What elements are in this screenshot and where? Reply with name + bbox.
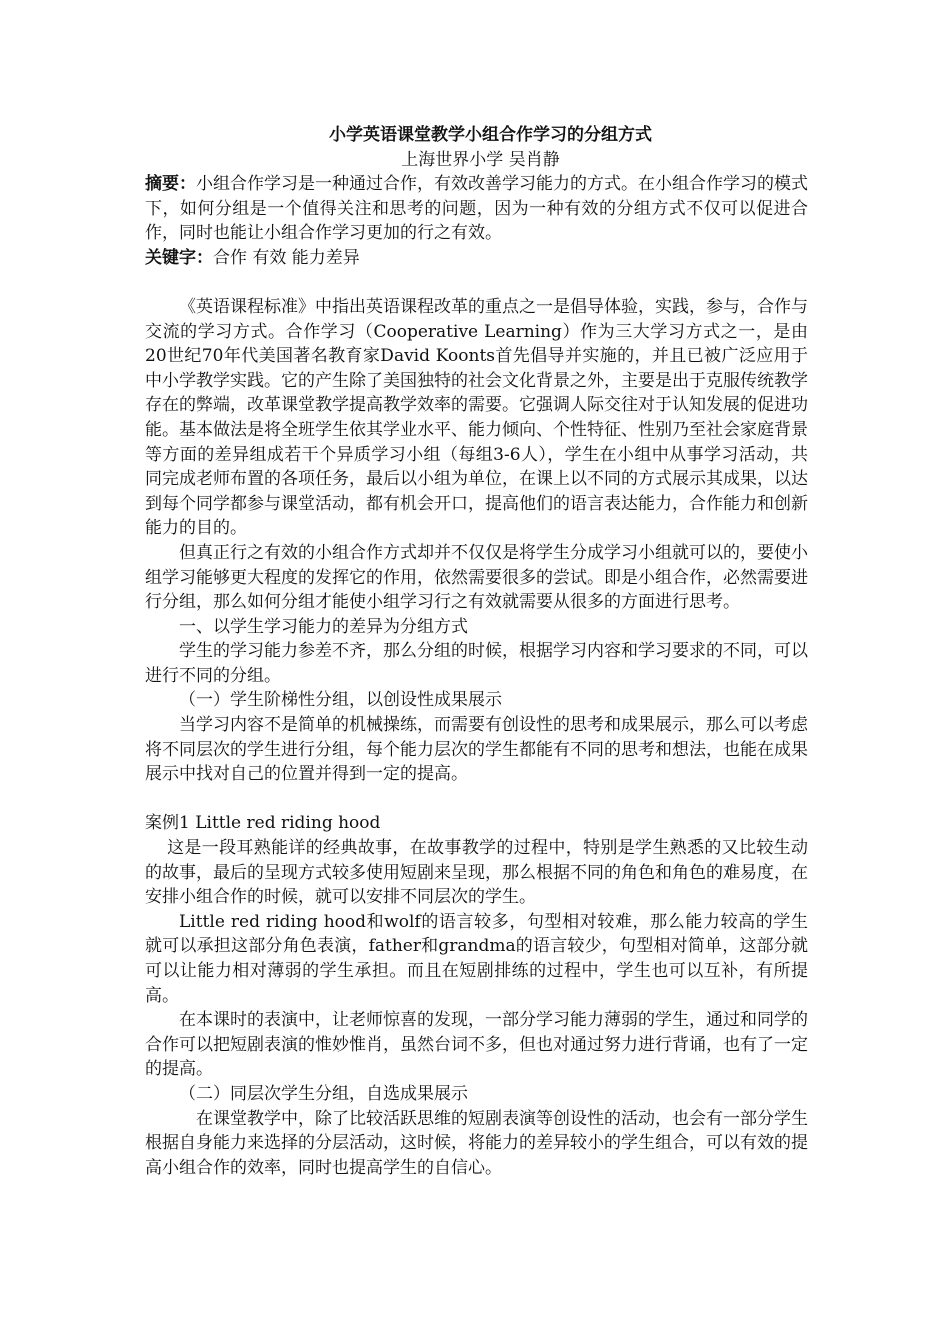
blank-line [145, 787, 808, 812]
paragraph-7: 在本课时的表演中，让老师惊喜的发现，一部分学习能力薄弱的学生，通过和同学的合作可以把短剧表演的惟妙惟肖，虽然台词不多，但也对通过努力进行背诵，也有了一定的提高。 [145, 1010, 808, 1080]
author-line: 上海世界小学 吴肖静 [401, 150, 560, 170]
case-title: 案例1 Little red riding hood [145, 813, 381, 834]
document-title: 小学英语课堂教学小组合作学习的分组方式 [329, 125, 652, 145]
blank-line [145, 270, 808, 295]
abstract-label: 摘要： [145, 174, 196, 194]
paragraph-2: 但真正行之有效的小组合作方式却并不仅仅是将学生分成学习小组就可以的，要使小组学习能够更大程度的发挥它的作用，依然需要很多的尝试。即是小组合作，必然需要进行分组，那么如何分组才能使小组学习行之有效就需要从很多的方面进行思考。 [145, 542, 808, 613]
keywords-label: 关键字： [145, 247, 213, 268]
keywords-text: 合作 有效 能力差异 [213, 247, 360, 268]
paragraph-1: 《英语课程标准》中指出英语课程改革的重点之一是倡导体验，实践，参与，合作与交流的学习方式。合作学习（Cooperative Learning）作为三大学习方式之一，是由20世纪70年代美国著名教育家David Koonts首先倡导并实施的，并且已被广泛应用于中小学教学实践。它的产生除了美国独特的社会文化背景之外，主要是出于克服传统教学存在的弊端，改革课堂教学提高教学效率的需要。它强调人际交往对于认知发展的促进功能。基本做法是将全班学生依其学业水平、能力倾向、个性特征、性别乃至社会家庭背景等方面的差异组成若干个异质学习小组（每组3-6人），学生在小组中从事学习活动，共同完成老师布置的各项任务，最后以小组为单位，在课上以不同的方式展示其成果，以达到每个同学都参与课堂活动，都有机会开口，提高他们的语言表达能力，合作能力和创新能力的目的。 [145, 296, 808, 539]
paragraph-5: 这是一段耳熟能详的经典故事，在故事教学的过程中，特别是学生熟悉的又比较生动的故事，最后的呈现方式较多使用短剧来呈现，那么根据不同的角色和角色的难易度，在安排小组合作的时候，就可以安排不同层次的学生。 [145, 838, 808, 908]
paragraph-3: 学生的学习能力参差不齐，那么分组的时候，根据学习内容和学习要求的不同，可以进行不同的分组。 [145, 641, 808, 686]
abstract [145, 172, 808, 246]
section-heading-1: 一、以学生学习能力的差异为分组方式 [179, 616, 468, 637]
paragraph-8: 在课堂教学中，除了比较活跃思维的短剧表演等创设性的活动，也会有一部分学生根据自身能力来选择的分层活动，这时候，将能力的差异较小的学生组合，可以有效的提高小组合作的效率，同时也提高学生的自信心。 [145, 1108, 808, 1178]
paragraph-6: Little red riding hood和wolf的语言较多，句型相对较难，那么能力较高的学生就可以承担这部分角色表演，father和grandma的语言较少，句型相对简单，这部分就可以让能力相对薄弱的学生承担。而且在短剧排练的过程中，学生也可以互补，有所提高。 [145, 911, 808, 1006]
keywords [145, 246, 808, 271]
abstract-text: 小组合作学习是一种通过合作，有效改善学习能力的方式。在小组合作学习的模式下，如何分组是一个值得关注和思考的问题，因为一种有效的分组方式不仅可以促进合作，同时也能让小组合作学习更加的行之有效。 [145, 174, 808, 244]
paragraph-4: 当学习内容不是简单的机械操练，而需要有创设性的思考和成果展示，那么可以考虑将不同层次的学生进行分组，每个能力层次的学生都能有不同的思考和想法，也能在成果展示中找对自己的位置并得到一定的提高。 [145, 715, 808, 785]
subsection-heading-1: （一）学生阶梯性分组，以创设性成果展示 [179, 690, 502, 711]
subsection-heading-2: （二）同层次学生分组，自选成果展示 [179, 1083, 468, 1104]
document-page [145, 122, 808, 1180]
